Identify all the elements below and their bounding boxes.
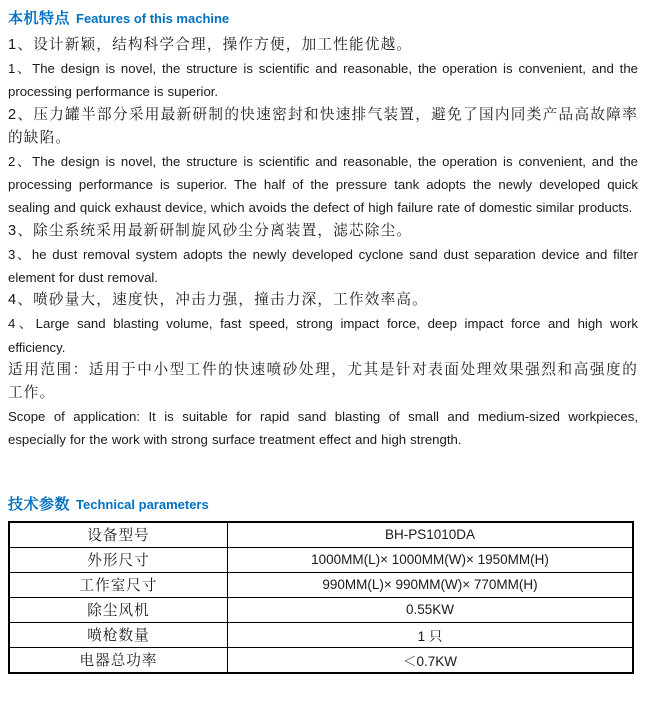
param-value: 0.55KW bbox=[228, 597, 634, 622]
param-label: 喷枪数量 bbox=[9, 622, 228, 647]
table-row bbox=[9, 547, 633, 572]
feature-paragraph-5: 3、除尘系统采用最新研制旋风砂尘分离装置，滤芯除尘。 bbox=[8, 222, 413, 239]
features-heading-zh: 本机特点 bbox=[8, 10, 71, 27]
features-heading-en: Features of this machine bbox=[76, 11, 230, 26]
table-row bbox=[9, 522, 633, 548]
param-label: 除尘风机 bbox=[9, 597, 228, 622]
table-row bbox=[9, 622, 633, 647]
feature-paragraph-1: 1、设计新颖，结构科学合理，操作方便，加工性能优越。 bbox=[8, 37, 413, 53]
feature-paragraph-8: 4、Large sand blasting volume, fast speed, strong impact force, deep impact force and high work efficiency. bbox=[8, 316, 638, 355]
features-heading bbox=[8, 9, 638, 29]
param-value: ＜0.7KW bbox=[228, 647, 634, 673]
param-label: 设备型号 bbox=[9, 522, 228, 548]
document-content bbox=[8, 9, 638, 674]
features-paragraphs bbox=[8, 34, 638, 452]
table-row bbox=[9, 597, 633, 622]
feature-paragraph-4: 2、The design is novel, the structure is scientific and reasonable, the operation is convenient, and the processing performance is superior. The half of the pressure tank adopts the newly developed quick sealing and quick exhaust device, which avoids the defect of high failure rate of domestic similar products. bbox=[8, 154, 638, 216]
table-row bbox=[9, 647, 633, 673]
tech-params-heading bbox=[8, 495, 638, 515]
feature-paragraph-6: 3、he dust removal system adopts the newly developed cyclone sand dust separation device and filter element for dust removal. bbox=[8, 246, 638, 286]
tech-params-table-body bbox=[9, 522, 633, 673]
tech-params-heading-en: Technical parameters bbox=[76, 496, 209, 512]
feature-paragraph-10: Scope of application: It is suitable for rapid sand blasting of small and medium-sized workpieces, especially for the work with strong surface treatment effect and high strength. bbox=[8, 409, 638, 448]
param-label: 工作室尺寸 bbox=[9, 572, 228, 597]
tech-params-table bbox=[8, 521, 634, 674]
feature-paragraph-2: 1、The design is novel, the structure is scientific and reasonable, the operation is convenient, and the processing performance is superior. bbox=[8, 61, 638, 100]
table-row bbox=[9, 572, 633, 597]
param-value: 990MM(L)× 990MM(W)× 770MM(H) bbox=[228, 572, 634, 597]
tech-params-heading-zh: 技术参数 bbox=[8, 495, 71, 513]
param-value: 1000MM(L)× 1000MM(W)× 1950MM(H) bbox=[228, 547, 634, 572]
param-value: 1 只 bbox=[228, 622, 634, 647]
param-label: 电器总功率 bbox=[9, 647, 228, 673]
feature-paragraph-9: 适用范围：适用于中小型工件的快速喷砂处理，尤其是针对表面处理效果强烈和高强度的工作。 bbox=[8, 361, 638, 402]
feature-paragraph-3: 2、压力罐半部分采用最新研制的快速密封和快速排气装置，避免了国内同类产品高故障率的缺陷。 bbox=[8, 106, 638, 146]
param-label: 外形尺寸 bbox=[9, 547, 228, 572]
param-value: BH-PS1010DA bbox=[228, 522, 634, 548]
feature-paragraph-7: 4、喷砂量大，速度快，冲击力强，撞击力深，工作效率高。 bbox=[8, 292, 428, 309]
